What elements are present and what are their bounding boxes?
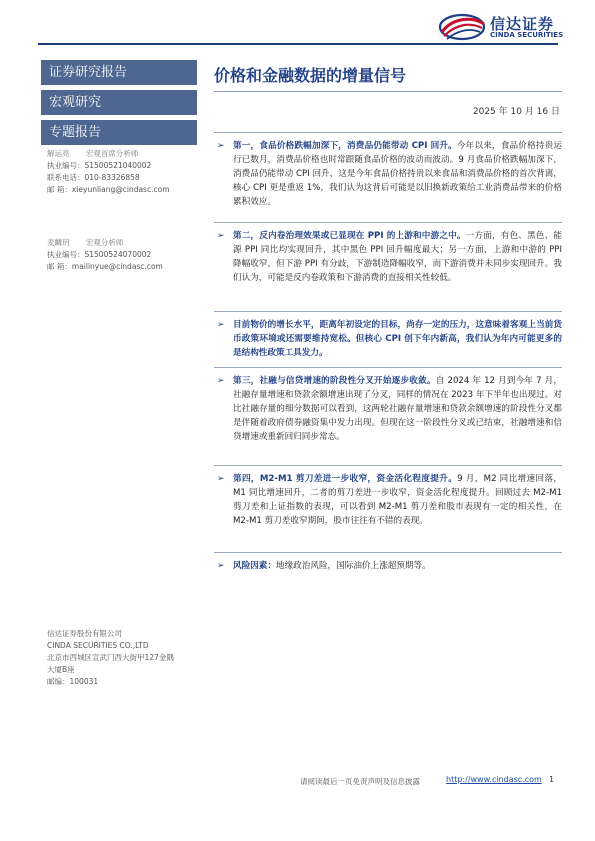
disclaimer-note: 请阅读最后一页免责声明及信息披露 bbox=[300, 777, 420, 786]
key-point bbox=[214, 367, 562, 465]
key-point-lead: 风险因素： bbox=[233, 561, 276, 571]
company-name-cn: 信达证券股份有限公司 bbox=[47, 629, 122, 638]
analyst-name: 麦麟玥 bbox=[47, 238, 70, 247]
key-point-body: 今年以来，食品价格持贵运行已数月，消费品价格也时常跟随食品价格的波动而波动。9 月食品价格跌幅加深下，消费品仍能带动 CPI 回升，这是今年食品价格持贵以来食品和消费品价格的首次背离，核心 CPI 更是重返 1%，我们认为这背后可能是以旧换新政策给工业消费品带来的价格累积效应。 bbox=[233, 141, 562, 207]
report-date: 2025 年 10 月 16 日 bbox=[472, 107, 560, 117]
key-point-lead: 第四，M2-M1 剪刀差进一步收窄，资金活化程度提升。 bbox=[233, 474, 458, 484]
key-point-lead: 目前物价的增长水平，距离年初设定的目标，尚存一定的压力，这意味着客观上当前货币政策环境或还需要维持宽松。但核心 CPI 创下年内新高，我们认为年内可能更多的是结构性政策工具发力。 bbox=[233, 320, 562, 358]
header-rule bbox=[38, 43, 558, 45]
arrow-bullet-icon: ➢ bbox=[217, 231, 225, 241]
sidebar-tabs bbox=[41, 60, 197, 150]
analyst-card bbox=[47, 148, 197, 196]
key-point-lead: 第三，社融与信贷增速的阶段性分叉开始逐步收敛。 bbox=[233, 376, 436, 386]
analyst-email[interactable]: 邮 箱：mailinyue@cindasc.com bbox=[47, 262, 163, 271]
company-postcode: 邮编：100031 bbox=[47, 677, 99, 686]
logo-name-en: CINDA SECURITIES bbox=[490, 31, 564, 39]
key-point-body: 地缘政治风险，国际油价上涨超预期等。 bbox=[275, 561, 431, 571]
arrow-bullet-icon: ➢ bbox=[217, 376, 225, 386]
analyst-title: 宏观分析师 bbox=[85, 238, 124, 247]
key-point-lead: 第二，反内卷治理效果或已显现在 PPI 的上游和中游之中。 bbox=[233, 231, 466, 241]
title-divider bbox=[214, 91, 562, 92]
sidebar-tab-report-type: 证券研究报告 bbox=[41, 60, 197, 85]
analyst-email[interactable]: 邮 箱：xieyunliang@cindasc.com bbox=[47, 185, 170, 194]
analyst-name-row bbox=[47, 237, 197, 249]
company-name-en: CINDA SECURITIES CO.,LTD bbox=[47, 641, 149, 650]
company-address-cont: 大厦B座 bbox=[47, 665, 75, 674]
analyst-card bbox=[47, 237, 197, 273]
key-point bbox=[214, 552, 562, 576]
key-point bbox=[214, 132, 562, 222]
arrow-bullet-icon: ➢ bbox=[217, 474, 225, 484]
key-point-lead: 第一，食品价格跌幅加深下，消费品仍能带动 CPI 回升。 bbox=[233, 141, 457, 151]
analyst-phone: 联系电话：010-83326858 bbox=[47, 173, 140, 182]
key-point-body: 9 月，M2 同比增速回落，M1 同比增速回升，二者的剪刀差进一步收窄，资金活化程度提升。回顾过去 M2-M1 剪刀差和上证指数的表现，可以看到 M2-M1 剪刀差和股市表现有一定的相关性，在 M2-M1 剪刀差收窄期间，股市往往有不错的表现。 bbox=[233, 474, 562, 526]
sidebar-tab-category: 宏观研究 bbox=[41, 90, 197, 115]
key-point-body: 自 2024 年 12 月到今年 7 月，社融存量增速和贷款余额增速出现了分叉，同样的情况在 2023 年下半年也出现过。对比社融存量的细分数据可以看到，这两轮社融存量增速和贷款余额增速的阶段性分叉都是伴随着政府债券融资集中发力出现。但现在这一阶段性分叉或已结束，社融增速和信贷增速或重新回归同步常态。 bbox=[233, 376, 562, 442]
key-point bbox=[214, 222, 562, 311]
company-info bbox=[47, 628, 197, 688]
key-point bbox=[214, 311, 562, 367]
key-point bbox=[214, 465, 562, 552]
website-link[interactable]: http://www.cindasc.com bbox=[446, 775, 542, 784]
sidebar-tab-subcategory: 专题报告 bbox=[41, 120, 197, 145]
key-points bbox=[214, 132, 562, 576]
page-title: 价格和金融数据的增量信号 bbox=[214, 66, 407, 85]
key-point-body: 一方面，有色、黑色、能源 PPI 同比均实现回升，其中黑色 PPI 回升幅度最大；另一方面，上游和中游的 PPI 降幅收窄，但下游 PPI 有分歧，下游制造降幅收窄，而下游消费并未同步实现回升。我们认为，可能是反内卷政策和下游消费的直接相关性较低。 bbox=[233, 231, 562, 283]
arrow-bullet-icon: ➢ bbox=[217, 561, 225, 571]
analyst-name: 解运亮 bbox=[47, 149, 70, 158]
analyst-license: 执业编号：S1500524070002 bbox=[47, 250, 152, 259]
arrow-bullet-icon: ➢ bbox=[217, 320, 225, 330]
cinda-logo-swoosh-icon bbox=[438, 12, 486, 42]
cinda-logo bbox=[438, 12, 578, 42]
company-address: 北京市西城区宣武门西大街甲127金隅 bbox=[47, 653, 174, 662]
page-number: 1 bbox=[549, 775, 555, 784]
analyst-name-row bbox=[47, 148, 197, 160]
analyst-title: 宏观首席分析师 bbox=[85, 149, 139, 158]
analyst-license: 执业编号：S1500521040002 bbox=[47, 161, 152, 170]
arrow-bullet-icon: ➢ bbox=[217, 141, 225, 151]
logo-name-cn: 信达证券 bbox=[490, 15, 555, 33]
